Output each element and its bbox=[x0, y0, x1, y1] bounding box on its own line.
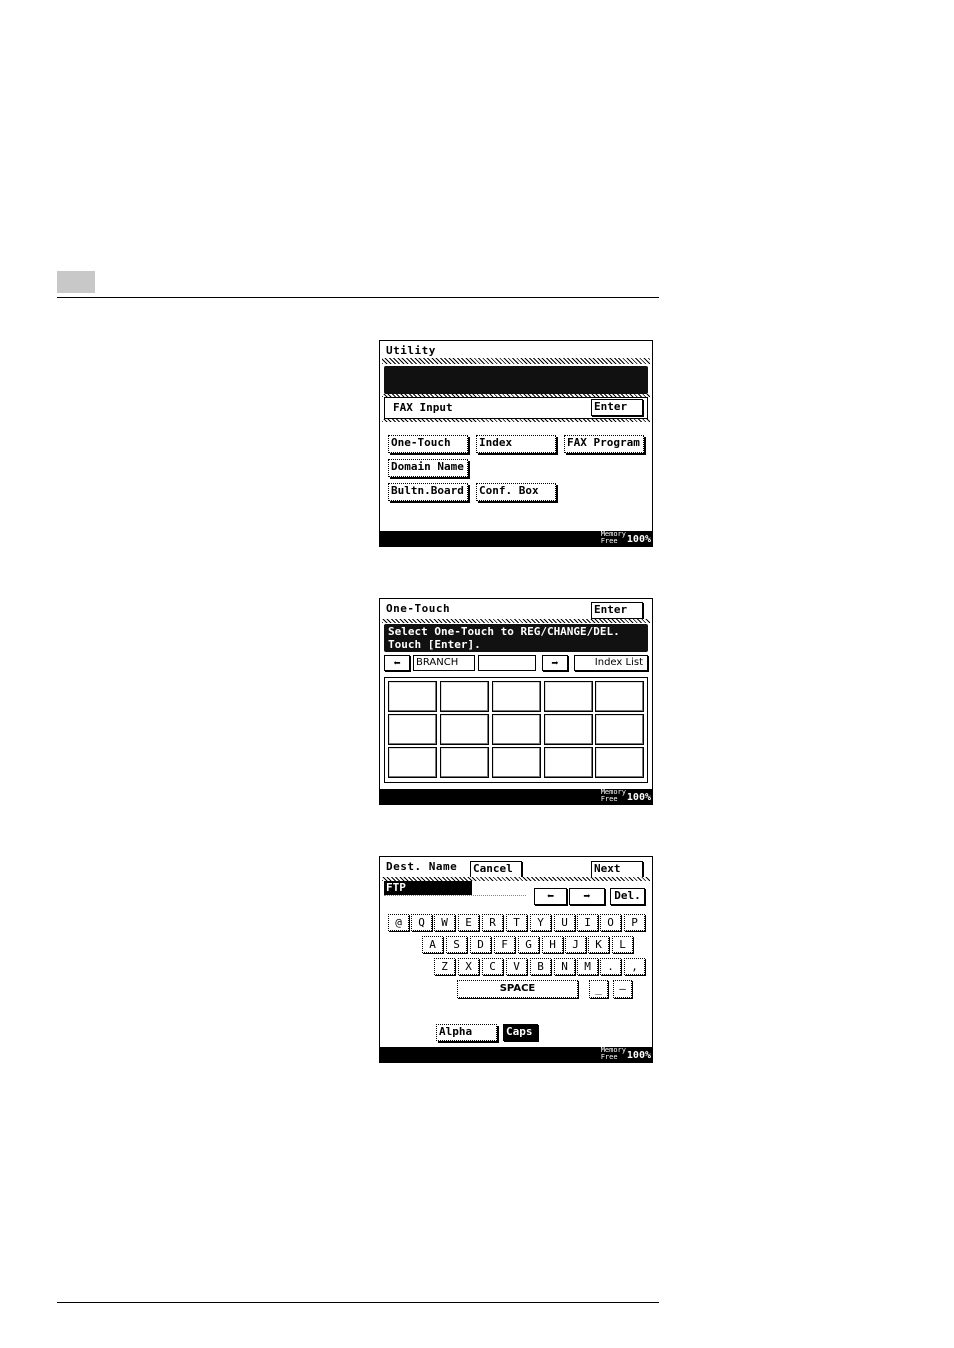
title-divider bbox=[382, 619, 650, 623]
bulletin-board-button[interactable]: Bultn.Board bbox=[388, 483, 468, 501]
screen-title: Utility bbox=[386, 344, 436, 357]
key[interactable]: K bbox=[588, 936, 609, 953]
key[interactable]: J bbox=[565, 936, 586, 953]
index-list-button[interactable]: Index List bbox=[574, 655, 648, 671]
key[interactable]: L bbox=[612, 936, 633, 953]
key[interactable]: , bbox=[624, 958, 645, 975]
key[interactable]: H bbox=[542, 936, 563, 953]
left-arrow-icon[interactable]: ⬅ bbox=[384, 655, 410, 671]
message-bar bbox=[384, 366, 648, 394]
message-line-1: Select One-Touch to REG/CHANGE/DEL. bbox=[388, 625, 620, 638]
key[interactable]: Q bbox=[411, 914, 432, 931]
one-touch-screen bbox=[379, 598, 653, 805]
key[interactable]: E bbox=[458, 914, 479, 931]
footer-rule bbox=[57, 1302, 659, 1303]
title-divider bbox=[382, 358, 650, 364]
one-touch-cell[interactable] bbox=[388, 681, 437, 712]
right-arrow-icon[interactable]: ➡ bbox=[542, 655, 568, 671]
status-footer bbox=[380, 1047, 652, 1062]
key[interactable]: V bbox=[506, 958, 527, 975]
memory-indicator bbox=[601, 1047, 626, 1061]
key[interactable]: I bbox=[577, 914, 598, 931]
key[interactable]: @ bbox=[388, 914, 409, 931]
input-underline bbox=[384, 895, 526, 897]
conf-box-button[interactable]: Conf. Box bbox=[476, 483, 556, 501]
one-touch-cell[interactable] bbox=[544, 747, 593, 778]
memory-indicator bbox=[601, 531, 626, 545]
key[interactable]: W bbox=[434, 914, 455, 931]
one-touch-cell[interactable] bbox=[492, 747, 541, 778]
message-bar bbox=[384, 624, 648, 652]
left-arrow-icon[interactable]: ⬅ bbox=[534, 888, 567, 905]
memory-indicator bbox=[601, 789, 626, 803]
key[interactable]: T bbox=[506, 914, 527, 931]
one-touch-cell[interactable] bbox=[595, 714, 644, 745]
key[interactable]: G bbox=[518, 936, 539, 953]
key[interactable]: M bbox=[577, 958, 598, 975]
divider bbox=[382, 419, 650, 422]
alpha-button[interactable]: Alpha bbox=[436, 1024, 497, 1041]
enter-button[interactable]: Enter bbox=[591, 399, 643, 416]
key[interactable]: U bbox=[554, 914, 575, 931]
one-touch-cell[interactable] bbox=[595, 747, 644, 778]
tab-blank[interactable] bbox=[478, 655, 536, 671]
free-label: Free bbox=[600, 537, 618, 545]
key[interactable]: R bbox=[482, 914, 503, 931]
key[interactable]: N bbox=[554, 958, 575, 975]
one-touch-cell[interactable] bbox=[544, 681, 593, 712]
key[interactable]: P bbox=[624, 914, 645, 931]
fax-program-button[interactable]: FAX Program bbox=[564, 435, 644, 453]
one-touch-cell[interactable] bbox=[595, 681, 644, 712]
header-rule bbox=[57, 297, 659, 298]
one-touch-cell[interactable] bbox=[440, 714, 489, 745]
next-button[interactable]: Next bbox=[591, 861, 643, 878]
key[interactable]: X bbox=[458, 958, 479, 975]
one-touch-cell[interactable] bbox=[440, 747, 489, 778]
free-label: Free bbox=[600, 1053, 618, 1061]
key[interactable]: B bbox=[530, 958, 551, 975]
index-button[interactable]: Index bbox=[476, 435, 556, 453]
one-touch-cell[interactable] bbox=[388, 714, 437, 745]
memory-label: Memory bbox=[600, 530, 626, 538]
section-marker bbox=[57, 271, 95, 293]
key[interactable]: D bbox=[470, 936, 491, 953]
space-key[interactable]: SPACE bbox=[457, 980, 578, 998]
key[interactable]: F bbox=[494, 936, 515, 953]
one-touch-grid bbox=[384, 677, 648, 783]
section-label: FAX Input bbox=[393, 401, 453, 414]
one-touch-cell[interactable] bbox=[440, 681, 489, 712]
one-touch-cell[interactable] bbox=[492, 681, 541, 712]
dest-name-input[interactable]: FTP bbox=[384, 881, 472, 895]
key[interactable]: Z bbox=[434, 958, 455, 975]
domain-name-button[interactable]: Domain Name bbox=[388, 459, 468, 477]
tab-branch[interactable]: BRANCH bbox=[413, 655, 475, 671]
memory-value: 100% bbox=[626, 534, 651, 545]
utility-screen bbox=[379, 340, 653, 547]
memory-value: 100% bbox=[626, 792, 651, 803]
memory-label: Memory bbox=[600, 788, 626, 796]
enter-button[interactable]: Enter bbox=[591, 602, 643, 619]
status-footer bbox=[380, 531, 652, 546]
one-touch-button[interactable]: One-Touch bbox=[388, 435, 468, 453]
memory-value: 100% bbox=[626, 1050, 651, 1061]
dash-key[interactable]: — bbox=[613, 980, 632, 998]
memory-label: Memory bbox=[600, 1046, 626, 1054]
cancel-button[interactable]: Cancel bbox=[470, 861, 522, 878]
key[interactable]: Y bbox=[530, 914, 551, 931]
underscore-key[interactable]: _ bbox=[589, 980, 608, 998]
key[interactable]: C bbox=[482, 958, 503, 975]
one-touch-cell[interactable] bbox=[544, 714, 593, 745]
key[interactable]: S bbox=[446, 936, 467, 953]
message-line-2: Touch [Enter]. bbox=[388, 638, 481, 651]
caps-button[interactable]: Caps bbox=[503, 1024, 538, 1041]
delete-button[interactable]: Del. bbox=[610, 888, 645, 905]
free-label: Free bbox=[600, 795, 618, 803]
status-footer bbox=[380, 789, 652, 804]
key[interactable]: O bbox=[600, 914, 621, 931]
one-touch-cell[interactable] bbox=[388, 747, 437, 778]
key[interactable]: A bbox=[422, 936, 443, 953]
one-touch-cell[interactable] bbox=[492, 714, 541, 745]
key[interactable]: . bbox=[600, 958, 621, 975]
screen-title: One-Touch bbox=[386, 602, 451, 615]
dest-name-screen bbox=[379, 856, 653, 1063]
screen-title: Dest. Name bbox=[386, 860, 458, 873]
right-arrow-icon[interactable]: ➡ bbox=[569, 888, 605, 905]
